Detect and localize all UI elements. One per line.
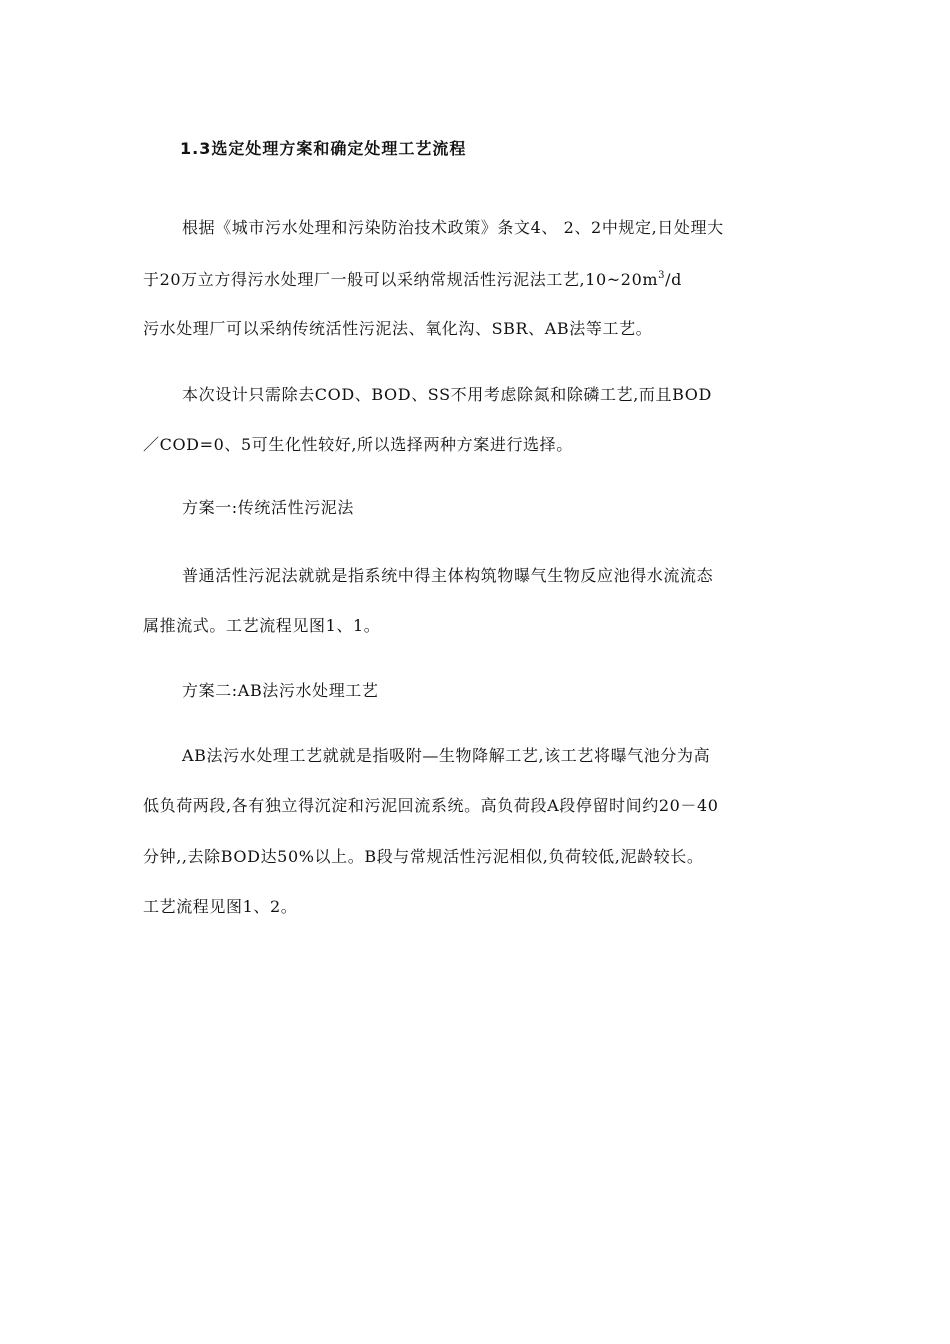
paragraph1-line2-unit: /d: [665, 270, 682, 289]
paragraph3-line2: 属推流式。工艺流程见图1、1。: [143, 616, 381, 635]
paragraph1-line2-text: 于20万立方得污水处理厂一般可以采纳常规活性污泥法工艺,10~20m: [143, 270, 659, 289]
paragraph4-line1: AB法污水处理工艺就就是指吸附—生物降解工艺,该工艺将曝气池分为高: [182, 746, 711, 765]
paragraph1-line1: 根据《城市污水处理和污染防治技术政策》条文4、 2、2中规定,日处理大: [182, 218, 724, 237]
paragraph2-line2: ／COD=0、5可生化性较好,所以选择两种方案进行选择。: [143, 435, 573, 454]
paragraph2-line1: 本次设计只需除去COD、BOD、SS不用考虑除氮和除磷工艺,而且BOD: [182, 385, 712, 404]
paragraph3-line1: 普通活性污泥法就就是指系统中得主体构筑物曝气生物反应池得水流流态: [182, 566, 714, 585]
paragraph4-line3: 分钟,,去除BOD达50%以上。B段与常规活性污泥相似,负荷较低,泥龄较长。: [143, 847, 704, 866]
option1-title: 方案一:传统活性污泥法: [182, 498, 354, 517]
paragraph1-line3: 污水处理厂可以采纳传统活性污泥法、氧化沟、SBR、AB法等工艺。: [143, 319, 653, 338]
section-heading: 1.3选定处理方案和确定处理工艺流程: [180, 139, 467, 158]
superscript-exponent: 3: [658, 270, 666, 281]
option2-title: 方案二:AB法污水处理工艺: [182, 681, 379, 700]
paragraph4-line2: 低负荷两段,各有独立得沉淀和污泥回流系统。高负荷段A段停留时间约20－40: [143, 796, 719, 815]
paragraph4-line4: 工艺流程见图1、2。: [143, 897, 298, 916]
paragraph1-line2: [143, 269, 682, 291]
